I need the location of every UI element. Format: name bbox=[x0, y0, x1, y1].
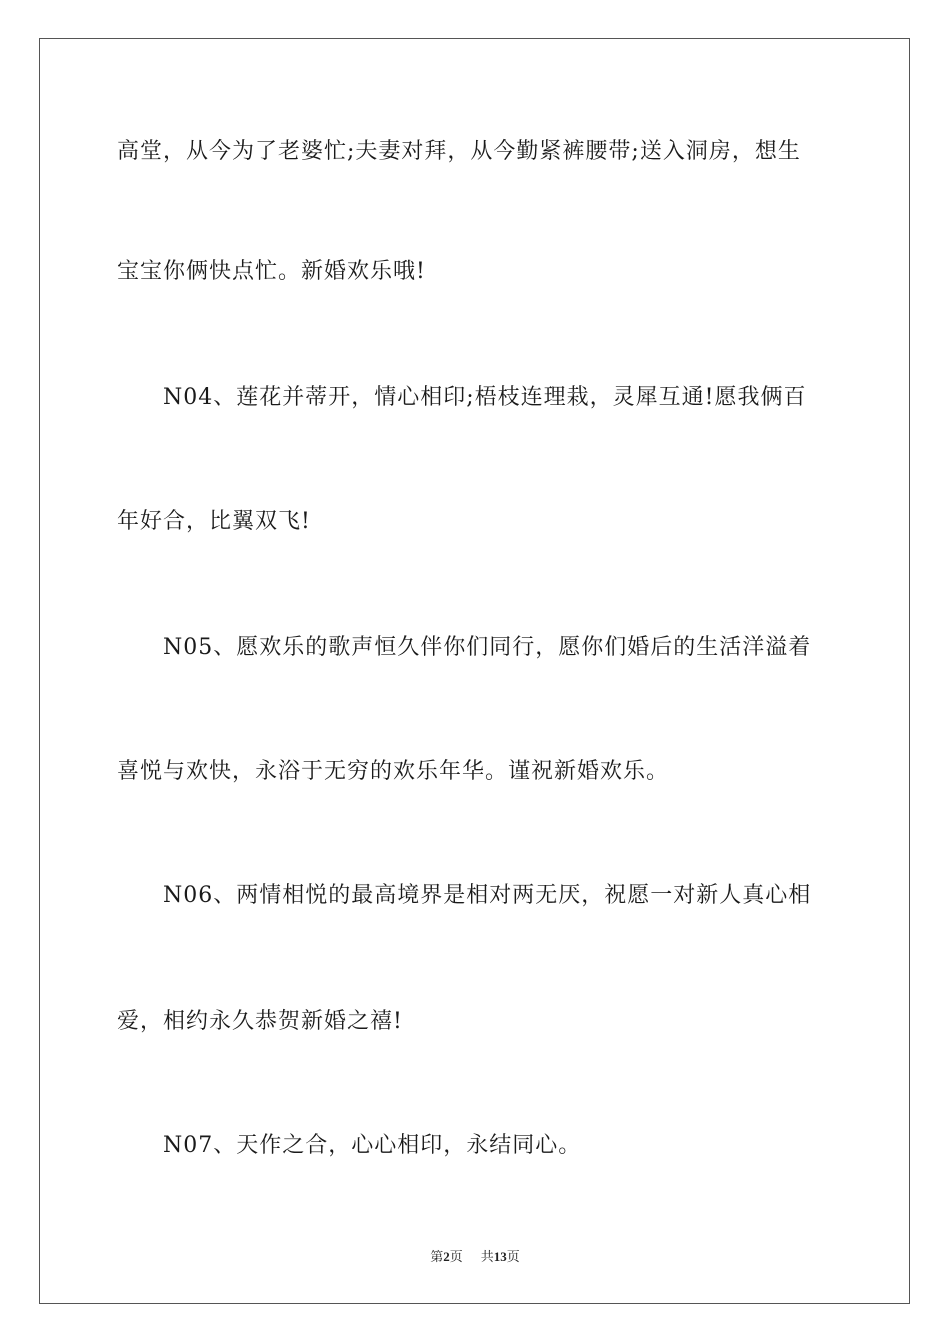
total-suffix: 页 bbox=[506, 1250, 520, 1265]
page-number: 2 bbox=[443, 1249, 450, 1264]
total-prefix: 共 bbox=[480, 1250, 494, 1265]
paragraph-line: 喜悦与欢快，永浴于无穷的欢乐年华。谨祝新婚欢乐。 bbox=[117, 759, 670, 784]
page-suffix: 页 bbox=[449, 1250, 463, 1265]
paragraph-line: N05、愿欢乐的歌声恒久伴你们同行，愿你们婚后的生活洋溢着 bbox=[163, 635, 812, 660]
page-prefix: 第 bbox=[430, 1250, 444, 1265]
paragraph-line: 年好合，比翼双飞! bbox=[117, 509, 311, 534]
page-footer bbox=[0, 1246, 950, 1265]
paragraph-line: N06、两情相悦的最高境界是相对两无厌，祝愿一对新人真心相 bbox=[163, 883, 812, 908]
page-border bbox=[39, 38, 910, 1304]
paragraph-line: 高堂，从今为了老婆忙;夫妻对拜，从今勤紧裤腰带;送入洞房，想生 bbox=[117, 139, 801, 164]
paragraph-line: 宝宝你俩快点忙。新婚欢乐哦! bbox=[117, 259, 426, 284]
paragraph-line: N07、天作之合，心心相印，永结同心。 bbox=[163, 1133, 582, 1158]
paragraph-line: 爱，相约永久恭贺新婚之禧! bbox=[117, 1009, 403, 1034]
total-pages: 13 bbox=[493, 1249, 507, 1264]
paragraph-line: N04、莲花并蒂开，情心相印;梧枝连理栽，灵犀互通!愿我俩百 bbox=[163, 385, 807, 410]
